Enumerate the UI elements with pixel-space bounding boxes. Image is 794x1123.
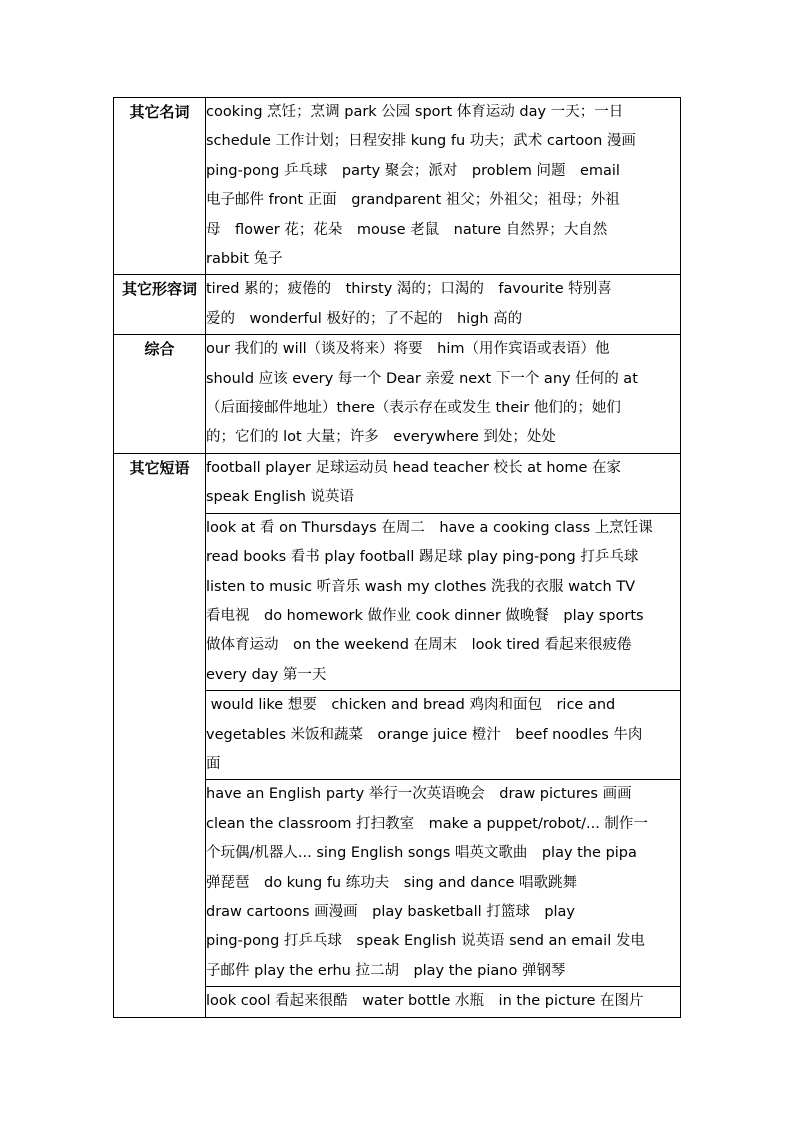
text-line: （后面接邮件地址）there（表示存在或发生 their 他们的；她们 [206, 400, 621, 417]
text-line: listen to music 听音乐 wash my clothes 洗我的衣服 watch TV [206, 578, 636, 595]
text-line: ping-pong 打乒乓球 speak English 说英语 send an email 发电 [206, 933, 645, 950]
text-line: 看电视 do homework 做作业 cook dinner 做晚餐 play sports [206, 607, 644, 624]
text-line: 爱的 wonderful 极好的；了不起的 high 高的 [206, 310, 523, 327]
text-line: read books 看书 play football 踢足球 play ping-pong 打乒乓球 [206, 549, 639, 566]
text-line: every day 第一天 [206, 666, 327, 683]
text-line: clean the classroom 打扫教室 make a puppet/robot/... 制作一 [206, 815, 648, 832]
category-cell: 其它短语 [114, 453, 206, 1017]
content-cell [206, 275, 681, 335]
text-line: would like 想要 chicken and bread 鸡肉和面包 rice and [206, 697, 616, 714]
text-line: 做体育运动 on the weekend 在周末 look tired 看起来很疲倦 [206, 637, 632, 654]
category-cell: 综合 [114, 335, 206, 454]
content-cell [206, 335, 681, 454]
text-line: 母 flower 花；花朵 mouse 老鼠 nature 自然界；大自然 [206, 221, 608, 238]
content-cell [206, 691, 681, 780]
text-line: tired 累的；疲倦的 thirsty 渴的；口渴的 favourite 特别喜 [206, 281, 612, 298]
table-row-general [114, 335, 681, 454]
text-line: look cool 看起来很酷 water bottle 水瓶 in the picture 在图片 [206, 993, 644, 1010]
text-line: look at 看 on Thursdays 在周二 have a cooking class 上烹饪课 [206, 519, 653, 536]
category-cell: 其它形容词 [114, 275, 206, 335]
table-row-nouns [114, 98, 681, 275]
text-line: draw cartoons 画漫画 play basketball 打篮球 play [206, 903, 576, 920]
text-line: rabbit 兔子 [206, 251, 283, 268]
table-row-phrases [114, 453, 681, 513]
text-line: 弹琵琶 do kung fu 练功夫 sing and dance 唱歌跳舞 [206, 874, 577, 891]
text-line: schedule 工作计划；日程安排 kung fu 功夫；武术 cartoon 漫画 [206, 133, 636, 150]
text-line: ping-pong 乒乓球 party 聚会；派对 problem 问题 email [206, 162, 620, 179]
content-cell [206, 98, 681, 275]
text-line: 电子邮件 front 正面 grandparent 祖父；外祖父；祖母；外祖 [206, 192, 620, 209]
text-line: 面 [206, 755, 221, 772]
text-line: vegetables 米饭和蔬菜 orange juice 橙汁 beef noodles 牛肉 [206, 726, 643, 743]
text-line: cooking 烹饪；烹调 park 公园 sport 体育运动 day 一天；一日 [206, 104, 624, 120]
table-row-adjectives [114, 275, 681, 335]
content-cell [206, 513, 681, 690]
content-cell [206, 987, 681, 1017]
text-line: our 我们的 will（谈及将来）将要 him（用作宾语或表语）他 [206, 341, 610, 358]
text-line: speak English 说英语 [206, 489, 355, 506]
text-line: have an English party 举行一次英语晚会 draw pictures 画画 [206, 786, 632, 803]
text-line: should 应该 every 每一个 Dear 亲爱 next 下一个 any 任何的 at [206, 370, 638, 387]
text-line: 个玩偶/机器人... sing English songs 唱英文歌曲 play the pipa [206, 845, 637, 862]
content-cell [206, 780, 681, 987]
text-line: 子邮件 play the erhu 拉二胡 play the piano 弹钢琴 [206, 962, 566, 979]
text-line: 的；它们的 lot 大量；许多 everywhere 到处；处处 [206, 429, 556, 446]
vocabulary-table [113, 97, 681, 1018]
text-line: football player 足球运动员 head teacher 校长 at home 在家 [206, 459, 622, 476]
content-cell [206, 453, 681, 513]
category-cell: 其它名词 [114, 98, 206, 275]
